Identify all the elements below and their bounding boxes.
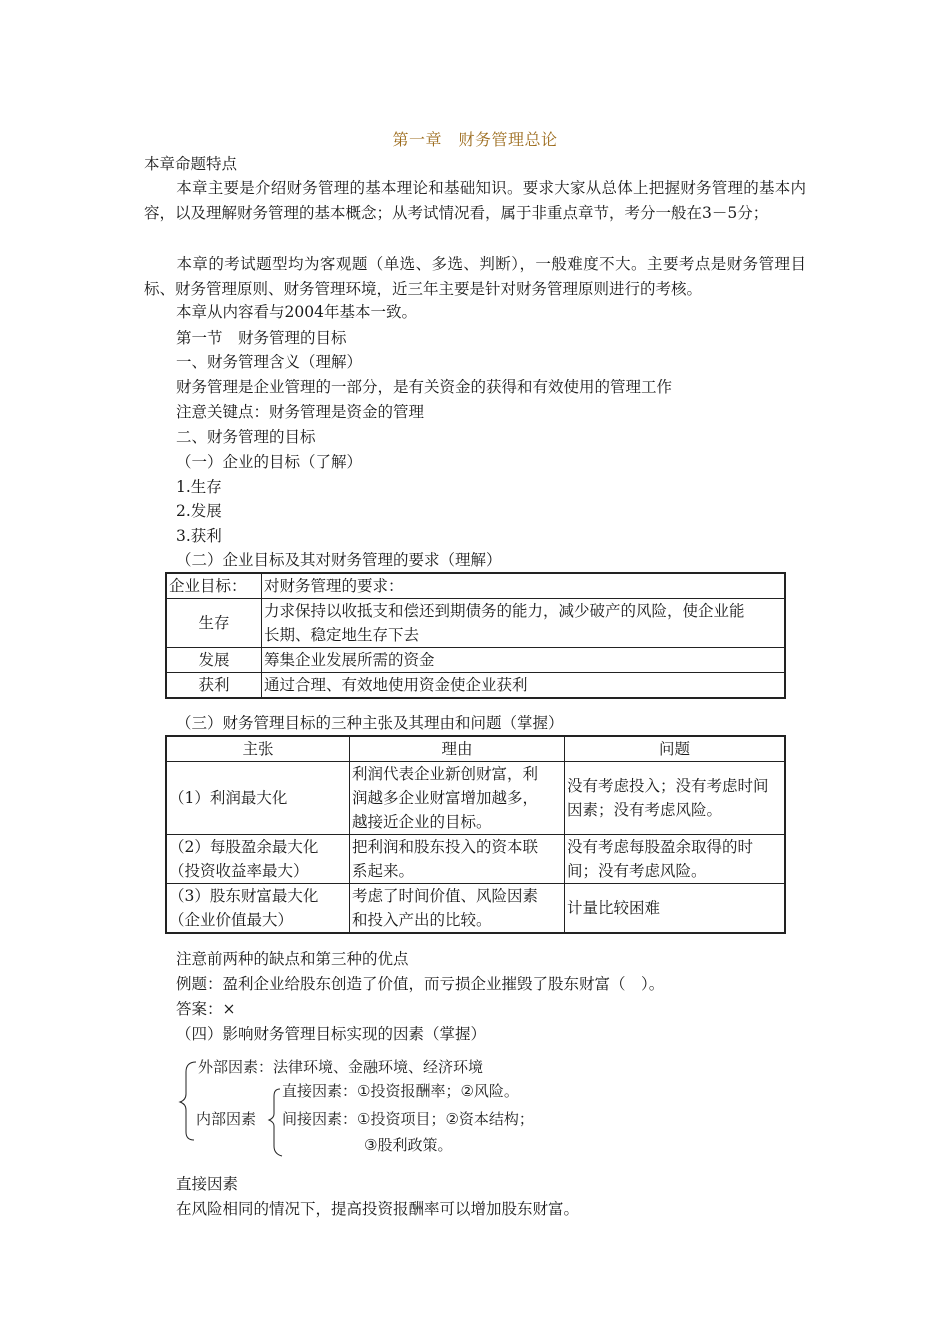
goal-item-1: 1.生存 (176, 478, 222, 496)
table-header-cell: 问题 (565, 736, 786, 762)
heading-2: 二、财务管理的目标 (176, 428, 316, 446)
table-row (166, 573, 785, 599)
intro-paragraph-3: 本章从内容看与2004年基本一致。 (176, 303, 417, 321)
table-row (166, 599, 785, 648)
table-cell: （2）每股盈余最大化 （投资收益率最大） (166, 835, 350, 884)
table-header-cell: 企业目标： (166, 573, 262, 599)
goal-item-3: 3.获利 (176, 527, 222, 545)
indirect-factors-continued: ③股利政策。 (364, 1136, 453, 1154)
table-row (166, 762, 785, 835)
note-line: 注意前两种的缺点和第三种的优点 (176, 950, 409, 968)
example-line: 例题：盈利企业给股东创造了价值，而亏损企业摧毁了股东财富（ ）。 (176, 975, 665, 993)
section-heading: 第一节 财务管理的目标 (176, 329, 347, 347)
heading-2-4: （四）影响财务管理目标实现的因素（掌握） (176, 1025, 487, 1043)
heading-1-note: 注意关键点：财务管理是资金的管理 (176, 403, 425, 421)
heading-2-3: （三）财务管理目标的三种主张及其理由和问题（掌握） (176, 714, 564, 732)
enterprise-goals-table (165, 572, 786, 699)
answer-line: 答案：× (176, 1000, 236, 1018)
table-row (166, 673, 785, 699)
table-cell: 获利 (166, 673, 262, 699)
heading-1: 一、财务管理含义（理解） (176, 353, 363, 371)
table-header-cell: 主张 (166, 736, 350, 762)
table-cell: 筹集企业发展所需的资金 (262, 648, 786, 673)
table-row (166, 884, 785, 934)
table-cell: 考虑了时间价值、风险因素 和投入产出的比较。 (350, 884, 565, 934)
heading-1-text: 财务管理是企业管理的一部分，是有关资金的获得和有效使用的管理工作 (176, 378, 673, 396)
table-cell: （3）股东财富最大化 （企业价值最大） (166, 884, 350, 934)
goal-theories-table (165, 735, 786, 934)
table-cell: 力求保持以收抵支和偿还到期债务的能力，减少破产的风险，使企业能 长期、稳定地生存下去 (262, 599, 786, 648)
table-header-cell: 理由 (350, 736, 565, 762)
heading-2-1: （一）企业的目标（了解） (176, 453, 363, 471)
intro-paragraph-1: 本章主要是介绍财务管理的基本理论和基础知识。要求大家从总体上把握财务管理的基本内容，以及理解财务管理的基本概念；从考试情况看，属于非重点章节，考分一般在3－5分； (144, 179, 806, 222)
table-cell: （1）利润最大化 (166, 762, 350, 835)
section-label: 本章命题特点 (144, 155, 238, 173)
table-cell: 生存 (166, 599, 262, 648)
intro-paragraph-2: 本章的考试题型均为客观题（单选、多选、判断），一般难度不大。主要考点是财务管理目标、财务管理原则、财务管理环境，近三年主要是针对财务管理原则进行的考核。 (144, 255, 806, 298)
table-cell: 把利润和股东投入的资本联 系起来。 (350, 835, 565, 884)
brace-inner (269, 1089, 282, 1156)
internal-factors: 内部因素 (196, 1110, 257, 1128)
table-cell: 发展 (166, 648, 262, 673)
direct-factors-heading: 直接因素 (176, 1175, 239, 1193)
goal-item-2: 2.发展 (176, 502, 222, 520)
table-cell: 没有考虑每股盈余取得的时 间；没有考虑风险。 (565, 835, 786, 884)
direct-factors-text: 在风险相同的情况下，提高投资报酬率可以增加股东财富。 (176, 1200, 580, 1218)
direct-factors: 直接因素：①投资报酬率；②风险。 (282, 1082, 519, 1100)
external-factors: 外部因素：法律环境、金融环境、经济环境 (198, 1058, 484, 1076)
table-cell: 通过合理、有效地使用资金使企业获利 (262, 673, 786, 699)
table-row (166, 648, 785, 673)
table-cell: 利润代表企业新创财富，利 润越多企业财富增加越多， 越接近企业的目标。 (350, 762, 565, 835)
brace-outer (180, 1062, 196, 1140)
table-row (166, 835, 785, 884)
table-cell: 没有考虑投入；没有考虑时间 因素；没有考虑风险。 (565, 762, 786, 835)
table-cell: 计量比较困难 (565, 884, 786, 934)
factors-diagram (176, 1052, 596, 1162)
table-row (166, 736, 785, 762)
heading-2-2: （二）企业目标及其对财务管理的要求（理解） (176, 551, 502, 569)
indirect-factors: 间接因素：①投资项目；②资本结构； (282, 1110, 534, 1128)
chapter-title: 第一章 财务管理总论 (392, 130, 558, 149)
table-header-cell: 对财务管理的要求： (262, 573, 786, 599)
